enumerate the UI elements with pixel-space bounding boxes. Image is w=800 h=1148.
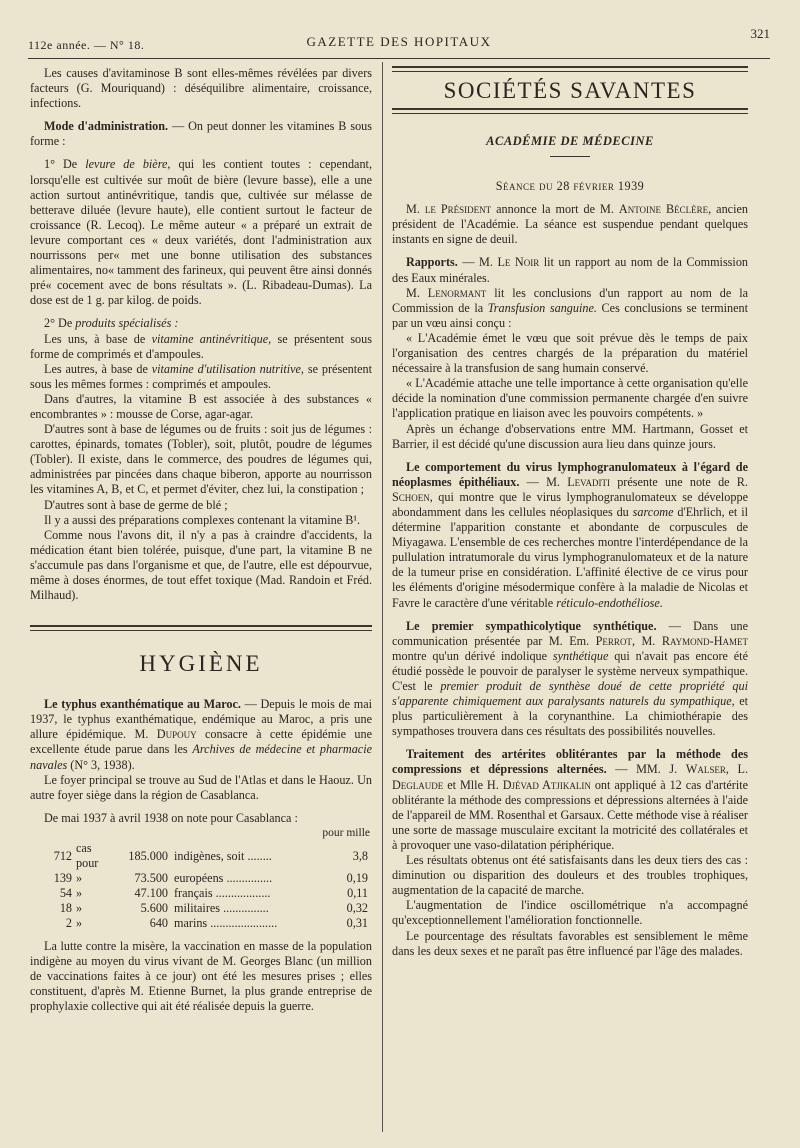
stat-group: marins ...................... (174, 916, 278, 931)
schoen-name: Schoen (392, 489, 430, 504)
rapports-text-b: lit un rapport au nom de la Commission des Eaux minérales. (392, 255, 749, 285)
item2-prefix: 2° De (44, 316, 76, 331)
paragraph-resultats: Les résultats obtenus ont été satisfaisants dans les deux tiers des cas : diminution ou disparition des douleurs et des troubles trophiques, augmentation de la capacité de marche. (392, 853, 748, 898)
lenormant-name: M. Lenormant (406, 285, 487, 300)
left-column (30, 66, 372, 1015)
raymond-hamet-name: Raymond-Hamet (661, 633, 748, 648)
hygiene-top-rule (30, 625, 372, 631)
stats-row (50, 871, 368, 886)
stat-population: 47.100 (134, 886, 168, 901)
paragraph-voeu-1: « L'Académie émet le vœu que soit prévue dès le temps de paix l'organisation des centres chargés de la préparation du matériel nécessaire à la transfusion de sang humain conservé. (392, 330, 748, 376)
stats-row (50, 901, 368, 916)
typhus-text-a: — Depuis le mois de mai 1937, le typhus exanthématique, endémique au Maroc, a pris une allure épidémique. M. (30, 697, 372, 742)
stat-population: 185.000 (128, 848, 168, 863)
reticulo-emphasis: réticulo-endothéliose. (556, 595, 663, 610)
page-number: 321 (750, 26, 770, 41)
sarcome-emphasis: sarcome (632, 504, 674, 519)
president-text-b: , ancien président de l'Académie. La séance est suspendue pendant quelques instants en signe de deuil. (392, 202, 748, 247)
levaditi-name: Levaditi (567, 474, 610, 489)
typhus-text-b: consacre à cette épidémie une excellente étude parue dans les (30, 727, 372, 757)
paragraph-les-autres (30, 362, 372, 392)
stat-population: 73.500 (134, 871, 168, 886)
paragraph-rapports (392, 255, 748, 285)
paragraph-typhus (30, 697, 372, 772)
trait-text-a: — MM. J. (606, 762, 686, 777)
virus-text-c: , qui montre que le virus lymphogranulomateux se développe abondamment dans les cellules néoplasiques du (392, 489, 748, 519)
academy-rule (550, 156, 590, 157)
autres-prefix: Les autres, à base de (44, 361, 152, 376)
paragraph-causes: Les causes d'avitaminose B sont elles-mêmes révélées par divers facteurs (G. Mouriquand) : déséquilibre alimentaire, croissance, infections. (30, 66, 372, 111)
paragraph-augmentation: L'augmentation de l'indice oscillométrique n'a accompagné qu'exceptionnellement l'amélioration fonctionnelle. (392, 898, 748, 928)
societes-bottom-rule (392, 108, 748, 114)
stat-count: 139 (53, 871, 72, 886)
virus-text-b: présente une note de R. (609, 474, 748, 489)
perrot-name: Perrot (595, 633, 632, 648)
paragraph-voeu-2: « L'Académie attache une telle importance à cette organisation qu'elle décide la nomination d'une commission permanente chargée d'en suivre l'application pratique en liaison avec les pouvoirs compétents. » (392, 376, 748, 421)
item1-prefix: 1° De (44, 157, 86, 172)
societes-top-rule (392, 66, 748, 72)
typhus-heading: Le typhus exanthématique au Maroc. (44, 697, 241, 712)
symp-text-c: montre qu'un dérivé indolique (392, 648, 553, 663)
rapports-heading: Rapports. (406, 255, 458, 270)
stat-count: 2 (65, 916, 72, 931)
stat-rate: 0,31 (346, 916, 368, 931)
stat-count: 712 (53, 848, 72, 863)
paragraph-produits (30, 316, 372, 331)
paragraph-dans-autres: Dans d'autres, la vitamine B est associée à des substances « encombrantes » : mousse de Corse, agar-agar. (30, 391, 372, 421)
paragraph-comme: Comme nous l'avons dit, il n'y a pas à craindre d'accidents, la médication étant bien tolérée, puisque, d'une part, la vitamine B ne s'accumule pas dans l'organisme et que, de l'autre, elle est dépourvue, même à doses énormes, de tout effet toxique (Mad. Randoin et Fréd. Milhaud). (30, 527, 372, 603)
uns-prefix: Les uns, à base de (44, 331, 152, 346)
trait-text-b: , L. (725, 762, 749, 777)
issue-label: 112e année. — N° 18. (28, 38, 145, 52)
stat-group: indigènes, soit ........ (174, 848, 272, 863)
synthetique-emphasis: synthétique (552, 648, 609, 663)
stat-rate: 0,32 (346, 901, 368, 916)
paragraph-les-uns (30, 332, 372, 362)
stat-group: militaires ............... (174, 901, 269, 916)
symp-text-e: et plus particulièrement à la corynanthine. La chimiothérapie des sympathoses trouvera dans ces résultats des possibilités nouvelles. (392, 694, 748, 739)
casablanca-stats-table (50, 841, 368, 931)
stats-row (50, 916, 368, 931)
virus-text-d: d'Ehrlich, et il détermine l'apparition constante et abondante de corpuscules de Miyagawa. L'ensemble de ces recherches montre l'interdépendance de la pullulation intratumorale du virus lymphogranulomateux et de la nature de la tumeur prise en considération. L'affinité élective de ce virus pour les éléments d'origine mésodermique confère à la maladie de Nicolas et Favre le caractère d'une véritable (392, 504, 748, 610)
stat-rate: 0,19 (346, 871, 368, 886)
uns-emphasis: vitamine antinévritique, (151, 331, 272, 346)
stat-group: français .................. (174, 886, 271, 901)
paragraph-virus (392, 460, 748, 611)
lenormant-text-b: Ces conclusions se terminent par un vœu ainsi conçu : (392, 300, 748, 330)
stat-rate: 3,8 (352, 848, 368, 863)
paragraph-sympathicolytique (392, 619, 748, 740)
paragraph-president (392, 202, 748, 247)
symp-text-d: qui n'avait pas encore été étudié possède le pouvoir de paralyser le système nerveux sympathique. C'est le (392, 648, 748, 693)
mode-text: — On peut donner les vitamines B sous forme : (30, 119, 372, 149)
seance-date: Séance du 28 février 1939 (495, 179, 645, 194)
hygiene-title: HYGIÈNE (139, 651, 263, 677)
item1-emphasis: levure de bière, (85, 157, 171, 172)
lenoir-name: Le Noir (497, 255, 540, 270)
autres-text: se présentent sous les mêmes formes : comprimés et ampoules. (30, 361, 372, 391)
trait-text-d: ont appliqué à 12 cas d'artérite oblitérante la méthode des compressions et dépressions alternées à l'aide de l'appareil de MM. Rosenthal et Garsaux. Cette méthode vise à réaliser une sorte de massage musculaire excitant la motricité des collatérales et à provoquer une vaso-dilatation périphérique. (392, 777, 748, 852)
traitement-heading: Traitement des artérites oblitérantes par la méthode des compressions et dépressions alternées. (392, 747, 748, 777)
stat-population: 5.600 (140, 901, 168, 916)
deglaude-name: Deglaude (392, 777, 444, 792)
societes-title: SOCIÉTÉS SAVANTES (443, 78, 697, 103)
stats-row (50, 841, 368, 871)
stat-count: 18 (59, 901, 72, 916)
stats-row (50, 886, 368, 901)
trait-text-c: et Mlle H. (443, 777, 503, 792)
djevad-name: Djévad Atjikalin (502, 777, 591, 792)
paragraph-traitement (392, 747, 748, 853)
column-divider (382, 62, 383, 1132)
stat-pour: » (76, 886, 83, 901)
typhus-text-c: (N° 3, 1938). (67, 757, 135, 772)
paragraph-pourcentage: Le pourcentage des résultats favorables est sensiblement le même dans les deux sexes et ne paraît pas être influencé par l'âge des malades. (392, 928, 748, 958)
stat-pour: » (76, 871, 83, 886)
paragraph-foyer: Le foyer principal se trouve au Sud de l'Atlas et dans le Haouz. Un autre foyer siège dans la région de Casablanca. (30, 772, 372, 802)
virus-text-a: — M. (519, 474, 568, 489)
typhus-author: Dupouy (156, 727, 197, 742)
page-header (28, 26, 770, 56)
stat-pour: cas pour (76, 841, 99, 871)
uns-text: se présentent sous forme de comprimés et d'ampoules. (30, 331, 372, 361)
rapports-text-a: — M. (457, 255, 498, 270)
item2-emphasis: produits spécialisés : (75, 316, 179, 331)
header-rule (28, 58, 770, 59)
symp-heading: Le premier sympathicolytique synthétique. (406, 618, 657, 633)
president-name: M. le Président (406, 202, 492, 217)
stat-pour: » (76, 901, 83, 916)
paragraph-levure (30, 157, 372, 308)
beclere-name: Antoine Béclère (618, 202, 709, 217)
paragraph-mode (30, 119, 372, 149)
paragraph-lenormant (392, 286, 748, 331)
paragraph-apres: Après un échange d'observations entre MM. Hartmann, Gosset et Barrier, il est décidé qu'une discussion aura lieu dans quinze jours. (392, 421, 748, 451)
premier-produit-emphasis: premier produit de synthèse doué de cette propriété qui s'apparente chimiquement aux paralysants naturels du sympathique, (392, 679, 748, 709)
symp-text-a: — Dans une communication présentée par M. Em. (392, 618, 748, 648)
lenormant-text-a: lit les conclusions d'un rapport au nom de la Commission de la (392, 285, 749, 315)
autres-emphasis: vitamine d'utilisation nutritive, (151, 361, 304, 376)
paragraph-lutte: La lutte contre la misère, la vaccination en masse de la population indigène au moyen du virus vivant de M. Georges Blanc (un million de vaccinations faites à ce jour) ont été les mesures prises ; elles constituent, d'après M. Etienne Burnet, la plus grande entreprise de prophylaxie collective qui ait été réalisée depuis la guerre. (30, 939, 372, 1014)
stat-rate: 0,11 (347, 886, 368, 901)
paragraph-de-mai: De mai 1937 à avril 1938 on note pour Casablanca : (44, 810, 298, 825)
virus-heading: Le comportement du virus lymphogranulomateux à l'égard de néoplasmes épithéliaux. (392, 459, 748, 489)
paragraph-germe: D'autres sont à base de germe de blé ; (44, 497, 228, 512)
symp-text-b: , M. (631, 633, 662, 648)
paragraph-complexes: Il y a aussi des préparations complexes contenant la vitamine B¹. (44, 512, 361, 527)
typhus-journal: Archives de médecine et pharmacie navales (30, 742, 372, 772)
transfusion-emphasis: Transfusion sanguine. (487, 300, 597, 315)
mode-heading: Mode d'administration. (44, 119, 169, 134)
item1-text: qui les contient toutes : cependant, lorsqu'elle est cultivée sur moût de bière (levure basse), elle a une action surtout antinévritique, tandis que, cultivée sur mélasse de betterave diluée (levure haute), elle contient surtout le facteur de croissance (R. Lecoq). Le même auteur « a préparé un extrait de levure comportant ces « deux variétés, dont l'administration aux nourrissons per« met une bonne utilisation des substances alimentaires, no« tamment des farineux, qui peuvent être ainsi donnés pré« cocement avec de bons résultats ». (L. Ribadeau-Dumas). La dose est de 1 g. par kilog. de poids. (30, 157, 372, 308)
stat-pour: » (76, 916, 83, 931)
stat-count: 54 (59, 886, 72, 901)
right-column (392, 66, 748, 959)
walser-name: Walser (685, 762, 726, 777)
academy-heading: ACADÉMIE DE MÉDECINE (486, 134, 654, 148)
stat-group: européens ............... (174, 871, 273, 886)
paragraph-legumes: D'autres sont à base de légumes ou de fruits : soit jus de légumes : carottes, épinards, tomates (Tobler), soit, plutôt, poudre de légumes (Tobler). Il existe, dans le commerce, des poudres de légumes qui, administrées par pincées dans chaque biberon, apporte au nourrisson les vitamines A, B, et C, et permet d'éviter, chez lui, la constipation ; (30, 422, 372, 497)
stat-population: 640 (149, 916, 168, 931)
journal-title: GAZETTE DES HOPITAUX (306, 34, 492, 49)
president-text-a: annonce la mort de M. (491, 202, 619, 217)
per-mille-label: pour mille (322, 826, 370, 839)
